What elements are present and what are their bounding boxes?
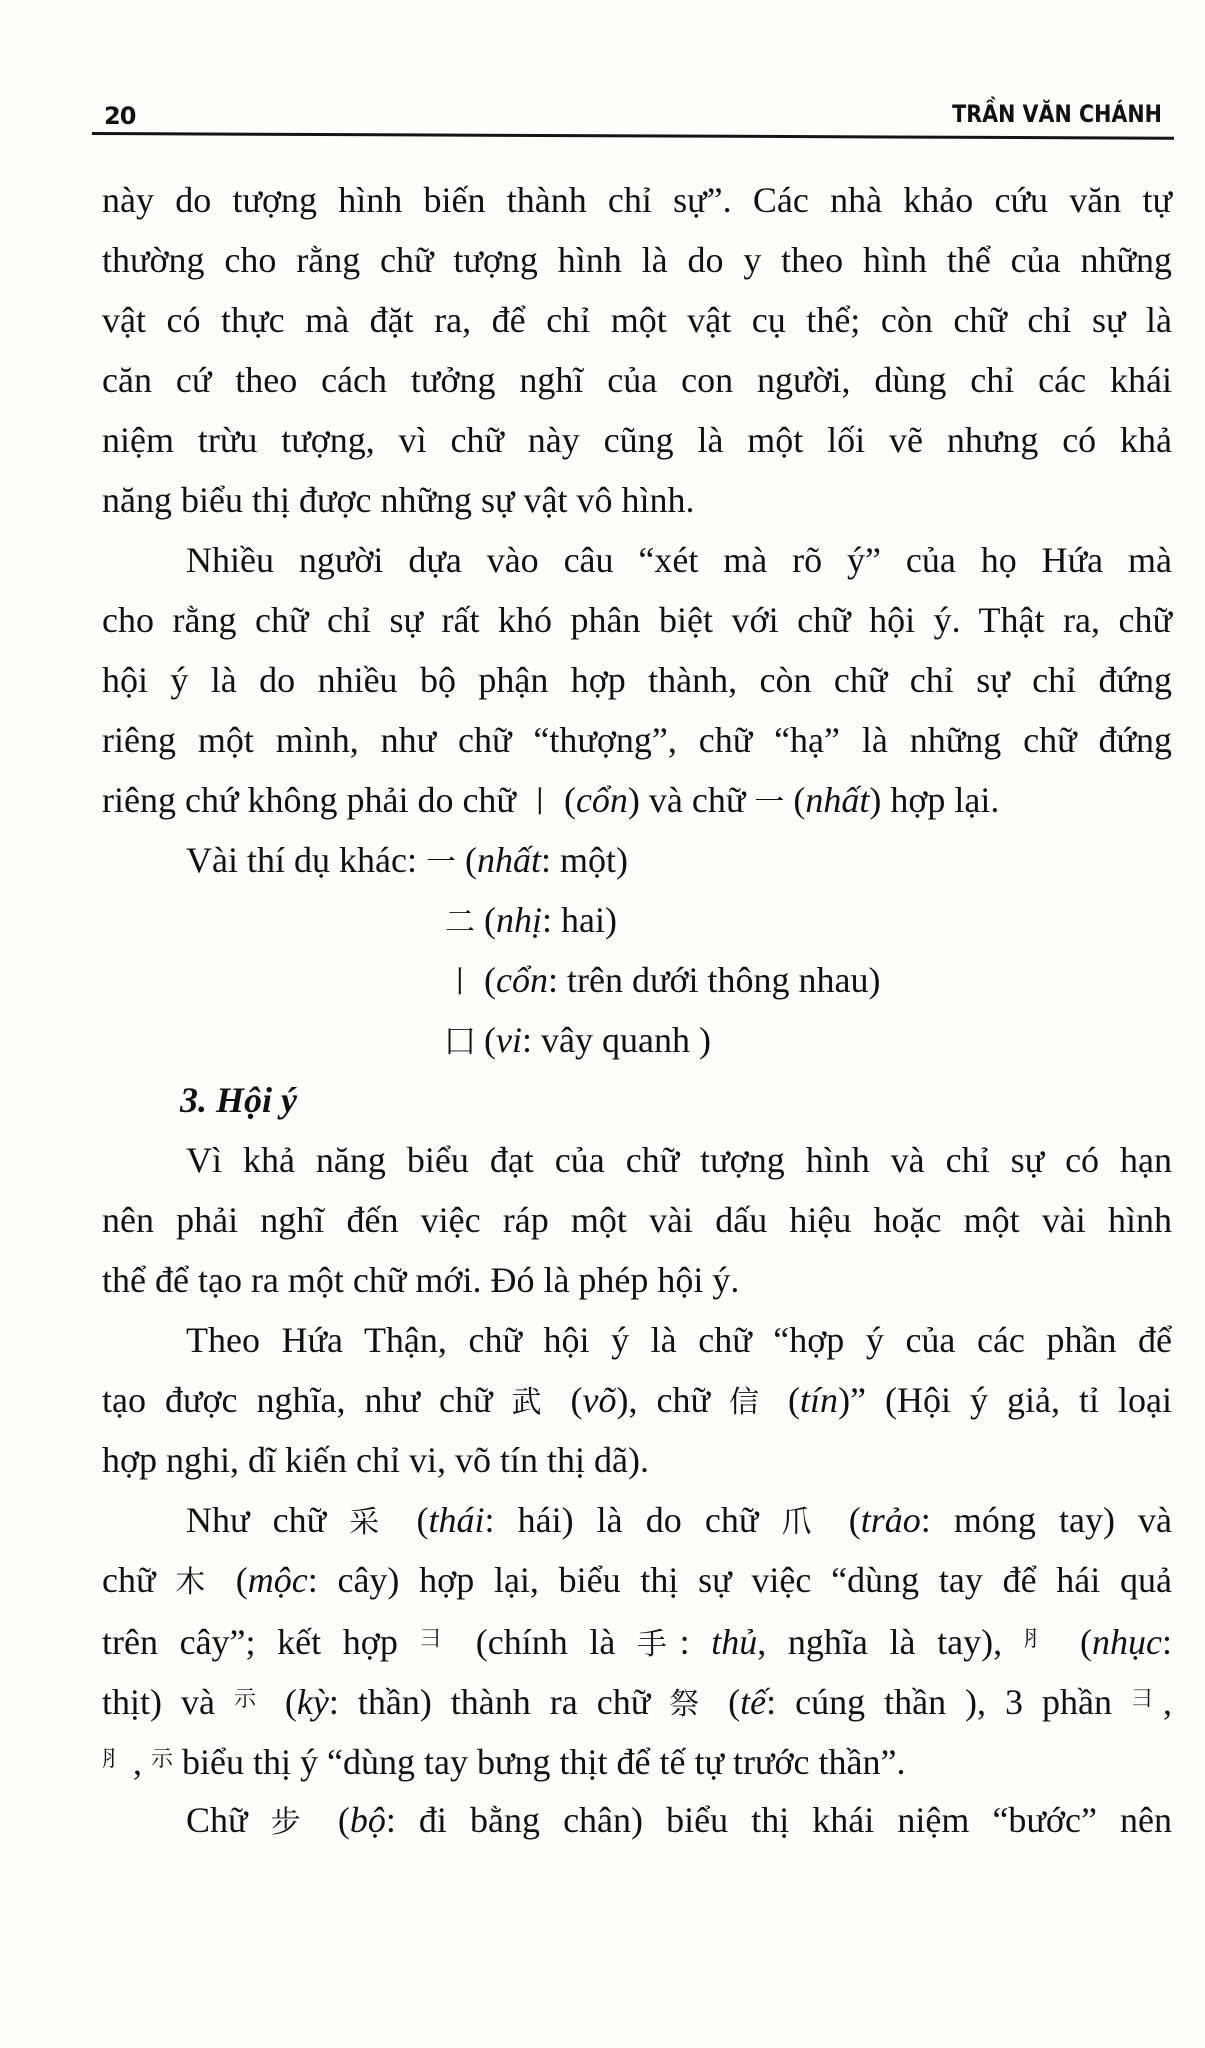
radical-glyph: 示 bbox=[151, 1747, 174, 1772]
example-item: 丨 (cổn: trên dưới thông nhau) bbox=[445, 960, 881, 1000]
radical-glyph: 示 bbox=[233, 1687, 266, 1712]
chinese-character: 丨 bbox=[524, 785, 555, 820]
romanized-reading: nhục bbox=[1091, 1622, 1162, 1662]
text-line: trên cây”; kết hợp ⺕ (chính là 手: thủ, nghĩa là tay), ⺼ (nhục: bbox=[102, 1622, 1172, 1662]
romanized-reading: vi bbox=[496, 1020, 522, 1060]
text-line: căn cứ theo cách tưởng nghĩ của con người, dùng chỉ các khái bbox=[102, 360, 1172, 400]
text-line: vật có thực mà đặt ra, để chỉ một vật cụ thể; còn chữ chỉ sự là bbox=[102, 300, 1172, 340]
chinese-character: 步 bbox=[270, 1805, 315, 1840]
romanized-reading: trảo bbox=[860, 1500, 921, 1540]
radical-glyph: ⺕ bbox=[1130, 1687, 1163, 1712]
chinese-character: 囗 bbox=[445, 1025, 475, 1060]
romanized-reading: kỳ bbox=[296, 1682, 329, 1722]
text-line: năng biểu thị được những sự vật vô hình. bbox=[102, 480, 695, 520]
example-item: Vài thí dụ khác: 一 (nhất: một) bbox=[186, 840, 628, 880]
radical-glyph: ⺼ bbox=[1023, 1627, 1059, 1652]
text-line: chữ 木 (mộc: cây) hợp lại, biểu thị sự việc “dùng tay để hái quả bbox=[102, 1560, 1172, 1600]
example-item: 二 (nhị: hai) bbox=[445, 900, 617, 940]
text-line: riêng một mình, như chữ “thượng”, chữ “hạ” là những chữ đứng bbox=[102, 720, 1172, 760]
text-line: thường cho rằng chữ tượng hình là do y theo hình thể của những bbox=[102, 240, 1172, 280]
text-line: ⺼ , $^示$ biểu thị ý “dùng tay bưng thịt để tế tự trước thần”. bbox=[102, 1742, 906, 1782]
romanized-reading: nhị bbox=[496, 900, 543, 940]
chinese-character: 一 bbox=[754, 785, 785, 820]
paragraph-first-line: Chữ 步 (bộ: đi bằng chân) biểu thị khái niệm “bước” nên bbox=[186, 1800, 1172, 1840]
chinese-character: 祭 bbox=[669, 1687, 710, 1722]
romanized-reading: tín bbox=[800, 1380, 839, 1420]
paragraph-first-line: Vì khả năng biểu đạt của chữ tượng hình và chỉ sự có hạn bbox=[186, 1140, 1172, 1180]
running-head-author: TRẦN VĂN CHÁNH bbox=[952, 100, 1162, 128]
text-line: cho rằng chữ chỉ sự rất khó phân biệt với chữ hội ý. Thật ra, chữ bbox=[102, 600, 1172, 640]
romanized-reading: thái bbox=[428, 1500, 485, 1540]
chinese-character: 手 bbox=[636, 1627, 680, 1662]
romanized-reading: cổn bbox=[575, 780, 628, 820]
paragraph-first-line: Như chữ 采 (thái: hái) là do chữ 爪 (trảo: móng tay) và bbox=[186, 1500, 1173, 1540]
romanized-reading: thủ bbox=[711, 1622, 758, 1662]
romanized-reading: bộ bbox=[349, 1800, 386, 1840]
chinese-character: 信 bbox=[729, 1385, 770, 1420]
text-line: nên phải nghĩ đến việc ráp một vài dấu hiệu hoặc một vài hình bbox=[102, 1200, 1172, 1240]
text-line: riêng chứ không phải do chữ 丨 (cổn) và chữ 一 (nhất) hợp lại. bbox=[102, 780, 1000, 820]
text-line: hội ý là do nhiều bộ phận hợp thành, còn chữ chỉ sự chỉ đứng bbox=[102, 660, 1172, 700]
text-line: thể để tạo ra một chữ mới. Đó là phép hội ý. bbox=[102, 1260, 740, 1300]
romanized-reading: nhất bbox=[476, 840, 541, 880]
chinese-character: 爪 bbox=[781, 1505, 826, 1540]
section-heading: 3. Hội ý bbox=[180, 1080, 297, 1120]
text-line: tạo được nghĩa, như chữ 武 (võ), chữ 信 (tín)” (Hội ý giả, tỉ loại bbox=[102, 1380, 1173, 1420]
header-rule-divider bbox=[92, 132, 1174, 140]
radical-glyph: ⺕ bbox=[419, 1627, 455, 1652]
page-number: 20 bbox=[104, 102, 136, 130]
chinese-character: 木 bbox=[175, 1565, 216, 1600]
romanized-reading: cổn bbox=[496, 960, 548, 1000]
paragraph-first-line: Nhiều người dựa vào câu “xét mà rõ ý” của họ Hứa mà bbox=[186, 540, 1172, 580]
page-body-text bbox=[102, 170, 1172, 1850]
text-line: này do tượng hình biến thành chỉ sự”. Các nhà khảo cứu văn tự bbox=[102, 180, 1172, 220]
romanized-reading: tế bbox=[740, 1682, 767, 1722]
text-line: thịt) và $^示$ (kỳ: thần) thành ra chữ 祭 (tế: cúng thần ), 3 phần ⺕, bbox=[102, 1682, 1172, 1722]
text-line: niệm trừu tượng, vì chữ này cũng là một lối vẽ nhưng có khả bbox=[102, 420, 1172, 460]
chinese-character: 采 bbox=[349, 1505, 394, 1540]
chinese-character: 一 bbox=[425, 845, 456, 880]
romanized-reading: mộc bbox=[247, 1560, 308, 1600]
radical-glyph: ⺼ bbox=[102, 1747, 125, 1772]
chinese-character: 丨 bbox=[445, 965, 475, 1000]
running-head bbox=[92, 96, 1174, 132]
chinese-character: 武 bbox=[511, 1385, 552, 1420]
romanized-reading: võ bbox=[582, 1380, 617, 1420]
example-item: 囗 (vi: vây quanh ) bbox=[445, 1020, 711, 1060]
romanized-reading: nhất bbox=[805, 780, 870, 820]
text-line: hợp nghi, dĩ kiến chỉ vi, võ tín thị dã). bbox=[102, 1440, 649, 1480]
chinese-character: 二 bbox=[445, 905, 475, 940]
paragraph-first-line: Theo Hứa Thận, chữ hội ý là chữ “hợp ý của các phần để bbox=[186, 1320, 1172, 1360]
